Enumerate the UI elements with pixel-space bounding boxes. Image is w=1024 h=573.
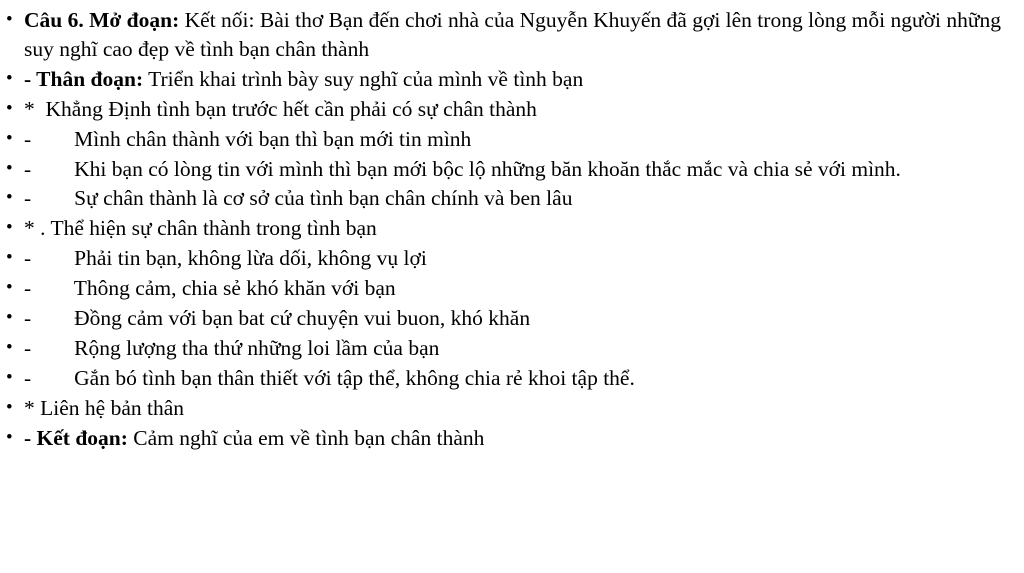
list-item	[6, 274, 1014, 303]
list-item-text	[24, 334, 1014, 363]
list-item-body: - Đồng cảm với bạn bat cứ chuyện vui buon, khó khăn	[24, 306, 531, 331]
list-item	[6, 155, 1014, 184]
bullet-icon: •	[6, 247, 13, 269]
list-item-text	[24, 424, 1014, 453]
list-item-text	[24, 244, 1014, 273]
bullet-icon: •	[6, 217, 13, 239]
bullet-icon: •	[6, 277, 13, 299]
bullet-icon: •	[6, 97, 13, 119]
list-item-body: * . Thể hiện sự chân thành trong tình bạn	[24, 216, 377, 241]
list-item	[6, 304, 1014, 333]
list-item-text	[24, 95, 1014, 124]
list-item-body: Kết nối: Bài thơ Bạn đến chơi nhà của Nguyễn Khuyến đã gợi lên trong lòng mỗi người những suy nghĩ cao đẹp về tình bạn chân thành	[24, 8, 1007, 61]
list-item	[6, 244, 1014, 273]
list-item-body: - Khi bạn có lòng tin với mình thì bạn mới bộc lộ những băn khoăn thắc mắc và chia sẻ với mình.	[24, 156, 901, 181]
list-item-body: - Rộng lượng tha thứ những loi lầm của bạn	[24, 335, 440, 360]
list-item	[6, 214, 1014, 243]
list-item-body: - Thông cảm, chia sẻ khó khăn với bạn	[24, 276, 396, 301]
bullet-icon: •	[6, 336, 13, 358]
list-item-text	[24, 364, 1014, 393]
list-item-text	[24, 6, 1014, 64]
bullet-icon: •	[6, 396, 13, 418]
bullet-icon: •	[6, 157, 13, 179]
list-item-label: Câu 6. Mở đoạn:	[24, 8, 180, 32]
list-item-body: * Khẳng Định tình bạn trước hết cần phải có sự chân thành	[24, 96, 537, 121]
list-item	[6, 6, 1014, 64]
list-item	[6, 95, 1014, 124]
bullet-icon: •	[6, 307, 13, 329]
list-item	[6, 364, 1014, 393]
list-item-body: - Mình chân thành với bạn thì bạn mới tin mình	[24, 126, 472, 151]
list-item	[6, 125, 1014, 154]
list-item-text	[24, 394, 1014, 423]
list-item-text	[24, 65, 1014, 94]
list-item-label: - Thân đoạn:	[24, 66, 144, 91]
list-item-text	[24, 274, 1014, 303]
list-item	[6, 65, 1014, 94]
list-item-text	[24, 184, 1014, 213]
list-item-body: Triển khai trình bày suy nghĩ của mình về tình bạn	[143, 66, 584, 91]
bullet-icon: •	[6, 9, 13, 30]
outline-list	[6, 6, 1014, 453]
list-item-label: - Kết đoạn:	[24, 425, 128, 450]
bullet-icon: •	[6, 426, 13, 448]
list-item-body: Cảm nghĩ của em về tình bạn chân thành	[127, 425, 485, 450]
list-item-body: - Sự chân thành là cơ sở của tình bạn chân chính và ben lâu	[24, 186, 573, 211]
list-item-body: - Phải tin bạn, không lừa dối, không vụ lợi	[24, 246, 427, 271]
list-item	[6, 394, 1014, 423]
list-item-body: - Gắn bó tình bạn thân thiết với tập thể, không chia rẻ khoi tập thể.	[24, 365, 635, 390]
list-item-text	[24, 214, 1014, 243]
bullet-icon: •	[6, 187, 13, 209]
list-item	[6, 334, 1014, 363]
bullet-icon: •	[6, 67, 13, 89]
bullet-icon: •	[6, 366, 13, 388]
list-item	[6, 424, 1014, 453]
list-item-body: * Liên hệ bản thân	[24, 395, 185, 420]
list-item	[6, 184, 1014, 213]
list-item-text	[24, 155, 1014, 184]
list-item-text	[24, 304, 1014, 333]
list-item-text	[24, 125, 1014, 154]
bullet-icon: •	[6, 127, 13, 149]
